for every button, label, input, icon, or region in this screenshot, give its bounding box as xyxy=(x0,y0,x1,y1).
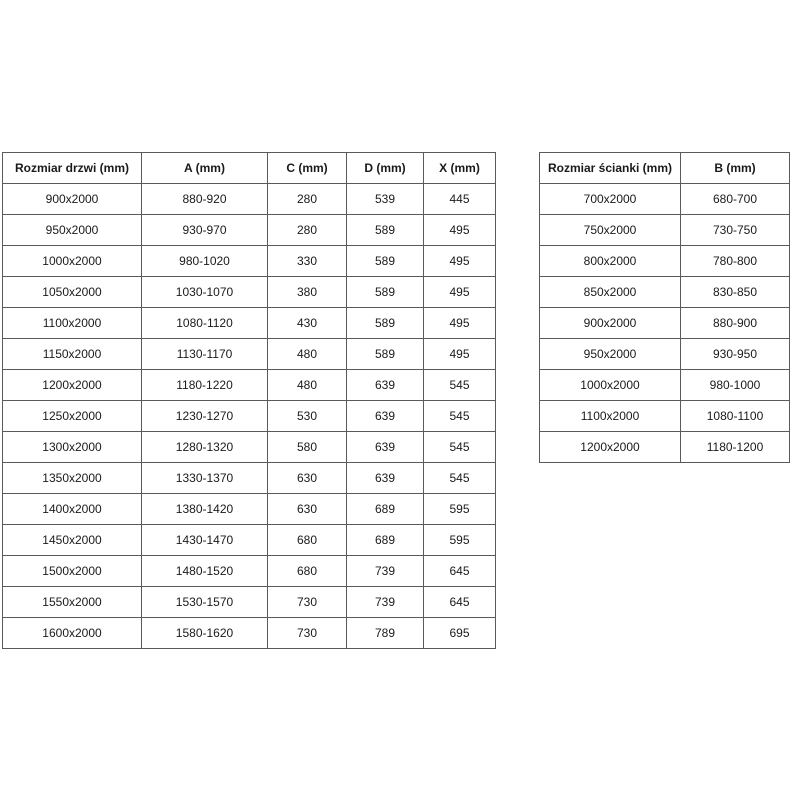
table-cell: 495 xyxy=(424,308,496,339)
table-cell: 639 xyxy=(347,370,424,401)
table-row xyxy=(3,587,496,618)
table-cell: 480 xyxy=(268,370,347,401)
table-cell: 1150x2000 xyxy=(3,339,142,370)
table-cell: 900x2000 xyxy=(540,308,681,339)
table-row xyxy=(540,184,790,215)
table-row xyxy=(540,277,790,308)
table-cell: 1430-1470 xyxy=(142,525,268,556)
table-cell: 480 xyxy=(268,339,347,370)
table-cell: 1180-1220 xyxy=(142,370,268,401)
table-row xyxy=(540,401,790,432)
table-cell: 580 xyxy=(268,432,347,463)
header-row xyxy=(540,153,790,184)
table-cell: 630 xyxy=(268,463,347,494)
table-cell: 980-1000 xyxy=(681,370,790,401)
header-row xyxy=(3,153,496,184)
table-cell: 880-920 xyxy=(142,184,268,215)
table-cell: 495 xyxy=(424,246,496,277)
table-cell: 380 xyxy=(268,277,347,308)
table-row xyxy=(3,277,496,308)
table-cell: 800x2000 xyxy=(540,246,681,277)
table-cell: 1280-1320 xyxy=(142,432,268,463)
table-cell: 1100x2000 xyxy=(3,308,142,339)
table-cell: 1000x2000 xyxy=(540,370,681,401)
table-cell: 545 xyxy=(424,370,496,401)
table-row xyxy=(3,556,496,587)
table-cell: 1130-1170 xyxy=(142,339,268,370)
table-cell: 1030-1070 xyxy=(142,277,268,308)
table-cell: 545 xyxy=(424,401,496,432)
wall-sizes-table xyxy=(539,152,790,463)
table-cell: 539 xyxy=(347,184,424,215)
table-cell: 639 xyxy=(347,401,424,432)
table-cell: 789 xyxy=(347,618,424,649)
table-row xyxy=(3,246,496,277)
table-cell: 589 xyxy=(347,277,424,308)
table-cell: 730 xyxy=(268,587,347,618)
table-cell: 695 xyxy=(424,618,496,649)
table-row xyxy=(3,308,496,339)
table-cell: 1250x2000 xyxy=(3,401,142,432)
table-cell: 1230-1270 xyxy=(142,401,268,432)
table-cell: 1580-1620 xyxy=(142,618,268,649)
column-header: B (mm) xyxy=(681,153,790,184)
table-cell: 630 xyxy=(268,494,347,525)
table-cell: 1450x2000 xyxy=(3,525,142,556)
table-cell: 595 xyxy=(424,525,496,556)
table-row xyxy=(540,308,790,339)
table-cell: 1050x2000 xyxy=(3,277,142,308)
table-cell: 545 xyxy=(424,432,496,463)
table-cell: 495 xyxy=(424,339,496,370)
table-cell: 1530-1570 xyxy=(142,587,268,618)
table-row xyxy=(540,246,790,277)
column-header: X (mm) xyxy=(424,153,496,184)
table-cell: 689 xyxy=(347,494,424,525)
table-cell: 589 xyxy=(347,246,424,277)
table-cell: 495 xyxy=(424,277,496,308)
table-row xyxy=(3,401,496,432)
table-cell: 589 xyxy=(347,215,424,246)
table-cell: 430 xyxy=(268,308,347,339)
column-header: D (mm) xyxy=(347,153,424,184)
table-cell: 495 xyxy=(424,215,496,246)
table-cell: 1600x2000 xyxy=(3,618,142,649)
table-cell: 980-1020 xyxy=(142,246,268,277)
table-cell: 545 xyxy=(424,463,496,494)
door-sizes-table xyxy=(2,152,496,649)
table-cell: 700x2000 xyxy=(540,184,681,215)
column-header: Rozmiar drzwi (mm) xyxy=(3,153,142,184)
table-cell: 830-850 xyxy=(681,277,790,308)
table-row xyxy=(3,339,496,370)
table-cell: 1500x2000 xyxy=(3,556,142,587)
table-cell: 1080-1120 xyxy=(142,308,268,339)
table-cell: 730-750 xyxy=(681,215,790,246)
table-cell: 750x2000 xyxy=(540,215,681,246)
table-row xyxy=(3,618,496,649)
table-cell: 530 xyxy=(268,401,347,432)
table-cell: 445 xyxy=(424,184,496,215)
table-cell: 595 xyxy=(424,494,496,525)
table-cell: 1200x2000 xyxy=(540,432,681,463)
table-cell: 1380-1420 xyxy=(142,494,268,525)
column-header: Rozmiar ścianki (mm) xyxy=(540,153,681,184)
table-cell: 680 xyxy=(268,525,347,556)
table-cell: 1000x2000 xyxy=(3,246,142,277)
table-cell: 645 xyxy=(424,556,496,587)
table-cell: 739 xyxy=(347,556,424,587)
table-row xyxy=(3,184,496,215)
table-cell: 1180-1200 xyxy=(681,432,790,463)
table-cell: 930-970 xyxy=(142,215,268,246)
table-cell: 780-800 xyxy=(681,246,790,277)
table-row xyxy=(540,339,790,370)
table-cell: 1300x2000 xyxy=(3,432,142,463)
table-cell: 680-700 xyxy=(681,184,790,215)
table-row xyxy=(540,215,790,246)
table-cell: 730 xyxy=(268,618,347,649)
table-cell: 1480-1520 xyxy=(142,556,268,587)
table-cell: 589 xyxy=(347,339,424,370)
table-row xyxy=(3,463,496,494)
table-cell: 639 xyxy=(347,463,424,494)
table-cell: 1100x2000 xyxy=(540,401,681,432)
table-cell: 1330-1370 xyxy=(142,463,268,494)
table-cell: 330 xyxy=(268,246,347,277)
table-cell: 689 xyxy=(347,525,424,556)
column-header: A (mm) xyxy=(142,153,268,184)
table-cell: 950x2000 xyxy=(540,339,681,370)
table-cell: 280 xyxy=(268,215,347,246)
column-header: C (mm) xyxy=(268,153,347,184)
table-cell: 280 xyxy=(268,184,347,215)
table-row xyxy=(3,494,496,525)
table-cell: 900x2000 xyxy=(3,184,142,215)
table-cell: 589 xyxy=(347,308,424,339)
table-cell: 950x2000 xyxy=(3,215,142,246)
table-cell: 880-900 xyxy=(681,308,790,339)
table-row xyxy=(3,370,496,401)
table-cell: 850x2000 xyxy=(540,277,681,308)
table-cell: 1200x2000 xyxy=(3,370,142,401)
table-row xyxy=(540,432,790,463)
table-row xyxy=(540,370,790,401)
table-cell: 1550x2000 xyxy=(3,587,142,618)
table-row xyxy=(3,215,496,246)
table-cell: 639 xyxy=(347,432,424,463)
table-cell: 739 xyxy=(347,587,424,618)
table-cell: 930-950 xyxy=(681,339,790,370)
table-cell: 680 xyxy=(268,556,347,587)
table-cell: 1400x2000 xyxy=(3,494,142,525)
table-cell: 1080-1100 xyxy=(681,401,790,432)
table-cell: 645 xyxy=(424,587,496,618)
table-row xyxy=(3,432,496,463)
table-row xyxy=(3,525,496,556)
table-cell: 1350x2000 xyxy=(3,463,142,494)
